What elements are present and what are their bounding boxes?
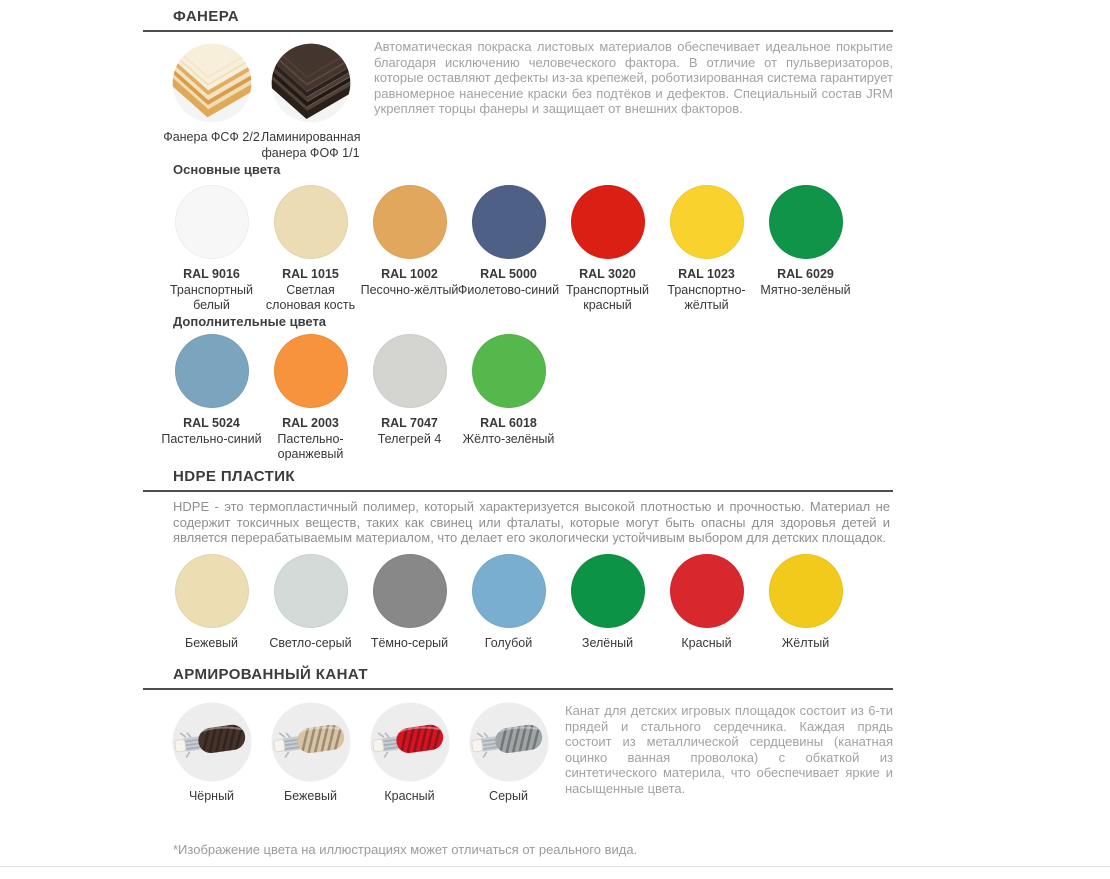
- rope-color-name: Красный: [384, 789, 435, 803]
- color-code: RAL 6018: [480, 416, 537, 430]
- color-circle: [769, 554, 843, 628]
- color-swatch: [360, 185, 459, 313]
- rope-image: [269, 700, 353, 784]
- rope-image: [368, 700, 452, 784]
- rope-swatch: [162, 700, 261, 803]
- color-circle: [472, 554, 546, 628]
- color-circle: [472, 185, 546, 259]
- color-name: Телегрей 4: [377, 432, 442, 446]
- section-divider: [143, 490, 893, 492]
- rope-color-name: Серый: [489, 789, 528, 803]
- section-title-fanera: ФАНЕРА: [173, 8, 240, 25]
- color-name: Голубой: [484, 636, 533, 650]
- color-name: Транспортный белый: [170, 283, 253, 312]
- color-swatch: [459, 334, 558, 462]
- color-name: Жёлто-зелёный: [462, 432, 555, 446]
- color-swatch: [558, 554, 657, 651]
- color-swatch: [558, 185, 657, 313]
- rope-colors-row: [143, 700, 558, 803]
- rope-image: [467, 700, 551, 784]
- fanera-intro-row: [143, 39, 893, 161]
- color-name: Жёлтый: [781, 636, 830, 650]
- color-code: RAL 3020: [579, 267, 636, 281]
- color-circle: [571, 554, 645, 628]
- color-swatch: [657, 185, 756, 313]
- color-name: Пастельно-оранжевый: [277, 432, 344, 461]
- color-circle: [274, 554, 348, 628]
- section-rope-header: [143, 666, 893, 690]
- color-circle: [670, 554, 744, 628]
- color-swatch: [459, 185, 558, 313]
- color-circle: [670, 185, 744, 259]
- extra-colors-label: Дополнительные цвета: [173, 314, 327, 329]
- color-swatch: [162, 185, 261, 313]
- extra-colors-row: [143, 334, 558, 462]
- color-swatch: [360, 554, 459, 651]
- color-name: Транспортный красный: [566, 283, 649, 312]
- rope-swatch: [261, 700, 360, 803]
- color-circle: [274, 185, 348, 259]
- section-divider: [143, 688, 893, 690]
- color-name: Светло-серый: [269, 636, 352, 650]
- color-name: Пастельно-синий: [161, 432, 262, 446]
- rope-swatch: [459, 700, 558, 803]
- color-circle: [373, 554, 447, 628]
- rope-color-name: Чёрный: [188, 789, 235, 803]
- color-swatch: [261, 554, 360, 651]
- plywood-thumb-fsf: [162, 42, 261, 161]
- color-circle: [175, 554, 249, 628]
- section-hdpe-header: [143, 468, 893, 492]
- color-name: Фиолетово-синий: [457, 283, 560, 297]
- hdpe-description: HDPE - это термопластичный полимер, который характеризуется высокой плотностью и прочностью. Материал не содержит токсичных веществ, таких как свинец или фталаты, которые могут быть опасны для здоровья детей и является перерабатываемым материалом, что делает его экологически устойчивым выбором для детских площадок.: [173, 499, 890, 546]
- color-circle: [175, 185, 249, 259]
- rope-color-name: Бежевый: [284, 789, 337, 803]
- color-name: Бежевый: [185, 636, 238, 650]
- color-code: RAL 5000: [480, 267, 537, 281]
- color-code: RAL 1023: [678, 267, 735, 281]
- color-code: RAL 7047: [381, 416, 438, 430]
- color-swatch: [162, 334, 261, 462]
- color-code: RAL 6029: [777, 267, 834, 281]
- color-name: Красный: [681, 636, 732, 650]
- section-title-rope: АРМИРОВАННЫЙ КАНАТ: [173, 666, 368, 683]
- color-code: RAL 9016: [183, 267, 240, 281]
- color-circle: [769, 185, 843, 259]
- main-colors-label: Основные цвета: [173, 162, 281, 177]
- plywood-thumbnails: [143, 42, 360, 161]
- color-swatch: [261, 334, 360, 462]
- page-bottom-divider: [0, 866, 1110, 867]
- color-name: Мятно-зелёный: [760, 283, 851, 297]
- color-code: RAL 1015: [282, 267, 339, 281]
- fanera-description: Автоматическая покраска листовых материалов обеспечивает идеальное покрытие благодаря исключению человеческого фактора. В отличие от пульверизаторов, которые оставляют дефекты из-за крепежей, роботизированная система гарантирует равномерное нанесение краски без подтёков и дефектов. Специальный состав JRM укрепляет торцы фанеры и защищает от внешних факторов.: [374, 39, 893, 117]
- main-colors-row: [143, 185, 855, 313]
- color-circle: [373, 334, 447, 408]
- color-swatch: [756, 554, 855, 651]
- color-circle: [472, 334, 546, 408]
- plywood-fsf-image: [171, 42, 253, 124]
- color-swatch: [657, 554, 756, 651]
- color-circle: [571, 185, 645, 259]
- color-name: Тёмно-серый: [370, 636, 449, 650]
- section-divider: [143, 30, 893, 32]
- color-swatch: [459, 554, 558, 651]
- plywood-thumb-label: Ламинированная фанера ФОФ 1/1: [261, 130, 361, 160]
- color-circle: [274, 334, 348, 408]
- color-circle: [373, 185, 447, 259]
- footnote: *Изображение цвета на иллюстрациях может отличаться от реального вида.: [173, 842, 638, 857]
- hdpe-colors-row: [143, 554, 855, 651]
- color-circle: [175, 334, 249, 408]
- color-swatch: [756, 185, 855, 313]
- color-code: RAL 1002: [381, 267, 438, 281]
- plywood-fof-image: [270, 42, 352, 124]
- color-swatch: [261, 185, 360, 313]
- section-fanera-header: [143, 8, 893, 32]
- plywood-thumb-label: Фанера ФСФ 2/2: [163, 130, 260, 144]
- color-code: RAL 2003: [282, 416, 339, 430]
- section-title-hdpe: HDPE ПЛАСТИК: [173, 468, 295, 485]
- color-name: Светлая слоновая кость: [265, 283, 356, 312]
- rope-swatch: [360, 700, 459, 803]
- color-name: Транспортно-жёлтый: [667, 283, 746, 312]
- color-swatch: [162, 554, 261, 651]
- plywood-thumb-fof: [261, 42, 360, 161]
- rope-image: [170, 700, 254, 784]
- color-name: Зелёный: [581, 636, 634, 650]
- rope-description: Канат для детских игровых площадок состоит из 6-ти прядей и стального сердечника. Каждая прядь состоит из металлической сердцевины (канатная оцинко ванная проволока) с обкаткой из синтетического материла, что обеспечивает яркие и насыщенные цвета.: [565, 703, 893, 796]
- color-swatch: [360, 334, 459, 462]
- color-code: RAL 5024: [183, 416, 240, 430]
- color-name: Песочно-жёлтый: [360, 283, 459, 297]
